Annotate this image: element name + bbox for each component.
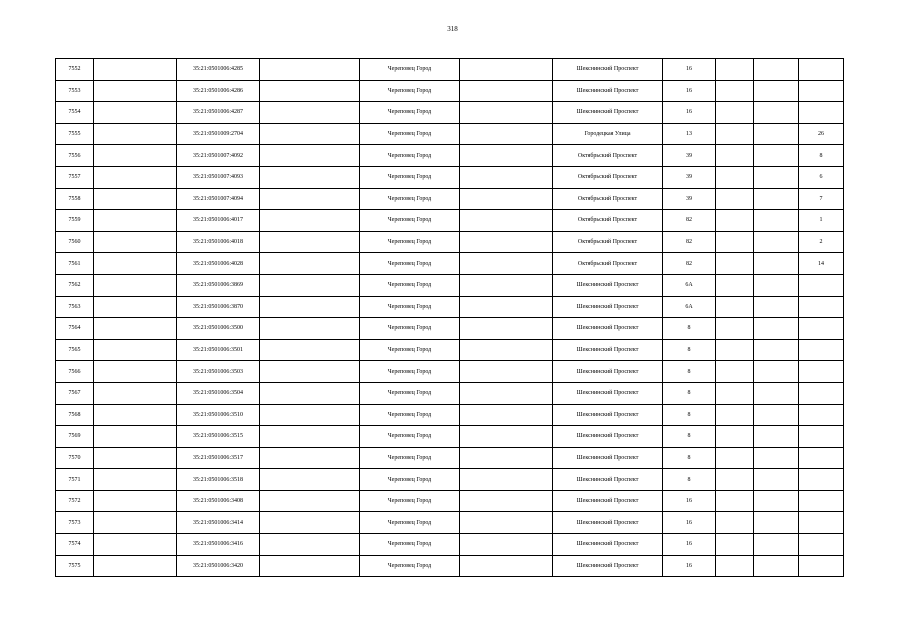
cell-empty — [94, 534, 177, 556]
cell-empty — [460, 296, 553, 318]
cell-cadastral-number: 35:21:0501006:3504 — [177, 382, 260, 404]
cell-cadastral-number: 35:21:0501006:3414 — [177, 512, 260, 534]
cell-empty — [754, 102, 799, 124]
cell-apartment — [799, 555, 844, 577]
cell-apartment — [799, 59, 844, 81]
cell-empty — [754, 382, 799, 404]
cell-empty — [716, 339, 754, 361]
cell-house: 39 — [663, 166, 716, 188]
cell-empty — [94, 404, 177, 426]
cell-empty — [460, 361, 553, 383]
cell-cadastral-number: 35:21:0501006:3408 — [177, 490, 260, 512]
cell-house: 16 — [663, 512, 716, 534]
cell-number: 7561 — [56, 253, 94, 275]
cell-city: Череповец Город — [360, 210, 460, 232]
cell-empty — [260, 166, 360, 188]
cell-empty — [754, 59, 799, 81]
cell-house: 13 — [663, 123, 716, 145]
cell-apartment — [799, 296, 844, 318]
cell-apartment — [799, 490, 844, 512]
cell-empty — [260, 512, 360, 534]
cell-empty — [460, 80, 553, 102]
cell-cadastral-number: 35:21:0501007:4093 — [177, 166, 260, 188]
cell-empty — [94, 102, 177, 124]
cell-empty — [94, 80, 177, 102]
cell-empty — [716, 188, 754, 210]
cell-house: 16 — [663, 59, 716, 81]
table-row — [56, 253, 844, 275]
table-row — [56, 555, 844, 577]
cell-empty — [260, 231, 360, 253]
cell-apartment — [799, 339, 844, 361]
cell-empty — [460, 59, 553, 81]
cell-house: 82 — [663, 210, 716, 232]
cell-street: Октябрьский Проспект — [553, 231, 663, 253]
cell-empty — [460, 426, 553, 448]
cell-empty — [94, 447, 177, 469]
cell-empty — [754, 274, 799, 296]
cell-house: 8 — [663, 382, 716, 404]
cell-cadastral-number: 35:21:0501006:3501 — [177, 339, 260, 361]
cell-apartment — [799, 274, 844, 296]
cell-empty — [94, 339, 177, 361]
cell-street: Шекснинский Проспект — [553, 426, 663, 448]
cell-empty — [94, 426, 177, 448]
cell-city: Череповец Город — [360, 469, 460, 491]
cell-street: Шекснинский Проспект — [553, 404, 663, 426]
cell-house: 6А — [663, 274, 716, 296]
cell-empty — [716, 361, 754, 383]
cell-number: 7569 — [56, 426, 94, 448]
cell-house: 16 — [663, 80, 716, 102]
cell-cadastral-number: 35:21:0501006:3500 — [177, 318, 260, 340]
cell-empty — [754, 296, 799, 318]
cell-house: 8 — [663, 426, 716, 448]
cell-empty — [716, 145, 754, 167]
cell-empty — [460, 274, 553, 296]
cell-number: 7565 — [56, 339, 94, 361]
cell-empty — [460, 318, 553, 340]
cell-apartment: 7 — [799, 188, 844, 210]
cell-cadastral-number: 35:21:0501006:3517 — [177, 447, 260, 469]
table-row — [56, 274, 844, 296]
cell-empty — [716, 382, 754, 404]
cell-empty — [716, 166, 754, 188]
cell-cadastral-number: 35:21:0501006:3518 — [177, 469, 260, 491]
cell-empty — [260, 253, 360, 275]
cell-empty — [754, 123, 799, 145]
cell-street: Октябрьский Проспект — [553, 210, 663, 232]
cell-empty — [460, 188, 553, 210]
cell-empty — [460, 145, 553, 167]
cell-empty — [754, 426, 799, 448]
cell-empty — [460, 555, 553, 577]
cell-empty — [716, 296, 754, 318]
cell-number: 7559 — [56, 210, 94, 232]
cell-empty — [754, 253, 799, 275]
cell-empty — [94, 145, 177, 167]
table-row — [56, 318, 844, 340]
cell-number: 7555 — [56, 123, 94, 145]
cell-street: Шекснинский Проспект — [553, 512, 663, 534]
cell-number: 7575 — [56, 555, 94, 577]
cell-empty — [260, 361, 360, 383]
cell-cadastral-number: 35:21:0501007:4094 — [177, 188, 260, 210]
cell-number: 7568 — [56, 404, 94, 426]
cell-cadastral-number: 35:21:0501006:4286 — [177, 80, 260, 102]
cell-apartment — [799, 534, 844, 556]
cell-house: 16 — [663, 555, 716, 577]
cell-empty — [260, 274, 360, 296]
cell-apartment — [799, 80, 844, 102]
cell-city: Череповец Город — [360, 382, 460, 404]
cell-empty — [460, 123, 553, 145]
table-row — [56, 231, 844, 253]
cell-empty — [716, 59, 754, 81]
table-row — [56, 210, 844, 232]
cell-empty — [260, 318, 360, 340]
registry-table — [55, 58, 844, 577]
cell-city: Череповец Город — [360, 253, 460, 275]
cell-number: 7552 — [56, 59, 94, 81]
cell-empty — [260, 555, 360, 577]
cell-number: 7563 — [56, 296, 94, 318]
cell-empty — [260, 339, 360, 361]
cell-number: 7564 — [56, 318, 94, 340]
cell-empty — [460, 404, 553, 426]
table-row — [56, 80, 844, 102]
cell-number: 7571 — [56, 469, 94, 491]
cell-empty — [94, 166, 177, 188]
cell-apartment: 6 — [799, 166, 844, 188]
cell-street: Октябрьский Проспект — [553, 166, 663, 188]
cell-street: Шекснинский Проспект — [553, 274, 663, 296]
cell-apartment: 14 — [799, 253, 844, 275]
cell-city: Череповец Город — [360, 296, 460, 318]
cell-empty — [460, 534, 553, 556]
cell-empty — [260, 188, 360, 210]
cell-street: Шекснинский Проспект — [553, 318, 663, 340]
cell-cadastral-number: 35:21:0501007:4092 — [177, 145, 260, 167]
table-row — [56, 102, 844, 124]
page-number: 318 — [447, 25, 458, 33]
cell-empty — [94, 296, 177, 318]
cell-empty — [754, 361, 799, 383]
cell-empty — [716, 447, 754, 469]
cell-empty — [260, 102, 360, 124]
cell-empty — [716, 274, 754, 296]
cell-city: Череповец Город — [360, 188, 460, 210]
cell-street: Октябрьский Проспект — [553, 253, 663, 275]
cell-cadastral-number: 35:21:0501006:4285 — [177, 59, 260, 81]
cell-city: Череповец Город — [360, 339, 460, 361]
table-row — [56, 339, 844, 361]
table-row — [56, 382, 844, 404]
cell-apartment: 26 — [799, 123, 844, 145]
cell-empty — [754, 145, 799, 167]
cell-city: Череповец Город — [360, 555, 460, 577]
cell-empty — [260, 447, 360, 469]
cell-empty — [754, 555, 799, 577]
cell-cadastral-number: 35:21:0501006:3869 — [177, 274, 260, 296]
cell-empty — [716, 469, 754, 491]
cell-apartment — [799, 102, 844, 124]
cell-street: Шекснинский Проспект — [553, 469, 663, 491]
cell-city: Череповец Город — [360, 426, 460, 448]
cell-house: 16 — [663, 102, 716, 124]
cell-city: Череповец Город — [360, 404, 460, 426]
cell-city: Череповец Город — [360, 274, 460, 296]
table-row — [56, 166, 844, 188]
cell-empty — [754, 512, 799, 534]
cell-empty — [260, 490, 360, 512]
cell-empty — [460, 231, 553, 253]
cell-empty — [716, 123, 754, 145]
cell-empty — [716, 512, 754, 534]
cell-empty — [94, 274, 177, 296]
cell-empty — [754, 166, 799, 188]
cell-number: 7558 — [56, 188, 94, 210]
cell-city: Череповец Город — [360, 447, 460, 469]
cell-empty — [94, 253, 177, 275]
table-row — [56, 512, 844, 534]
cell-cadastral-number: 35:21:0501006:3510 — [177, 404, 260, 426]
cell-apartment: 8 — [799, 145, 844, 167]
cell-apartment — [799, 447, 844, 469]
cell-number: 7557 — [56, 166, 94, 188]
table-row — [56, 469, 844, 491]
cell-empty — [94, 210, 177, 232]
cell-house: 6А — [663, 296, 716, 318]
cell-city: Череповец Город — [360, 231, 460, 253]
cell-empty — [94, 231, 177, 253]
cell-empty — [460, 166, 553, 188]
cell-city: Череповец Город — [360, 145, 460, 167]
cell-street: Шекснинский Проспект — [553, 555, 663, 577]
cell-empty — [716, 426, 754, 448]
cell-empty — [716, 490, 754, 512]
table-row — [56, 296, 844, 318]
cell-cadastral-number: 35:21:0501006:3420 — [177, 555, 260, 577]
cell-cadastral-number: 35:21:0501006:4287 — [177, 102, 260, 124]
cell-number: 7572 — [56, 490, 94, 512]
cell-house: 16 — [663, 534, 716, 556]
cell-empty — [94, 382, 177, 404]
cell-empty — [716, 253, 754, 275]
cell-apartment — [799, 512, 844, 534]
cell-house: 39 — [663, 145, 716, 167]
cell-house: 39 — [663, 188, 716, 210]
cell-city: Череповец Город — [360, 534, 460, 556]
cell-empty — [94, 469, 177, 491]
cell-number: 7556 — [56, 145, 94, 167]
cell-empty — [716, 318, 754, 340]
cell-street: Шекснинский Проспект — [553, 534, 663, 556]
cell-empty — [94, 512, 177, 534]
cell-house: 8 — [663, 404, 716, 426]
cell-empty — [460, 382, 553, 404]
cell-number: 7573 — [56, 512, 94, 534]
cell-number: 7567 — [56, 382, 94, 404]
table-row — [56, 59, 844, 81]
cell-empty — [260, 123, 360, 145]
cell-number: 7574 — [56, 534, 94, 556]
cell-empty — [754, 447, 799, 469]
cell-house: 8 — [663, 318, 716, 340]
cell-house: 82 — [663, 231, 716, 253]
cell-empty — [260, 469, 360, 491]
cell-cadastral-number: 35:21:0501006:3870 — [177, 296, 260, 318]
cell-empty — [460, 339, 553, 361]
table-row — [56, 534, 844, 556]
cell-empty — [716, 555, 754, 577]
cell-apartment — [799, 404, 844, 426]
cell-city: Череповец Город — [360, 166, 460, 188]
cell-city: Череповец Город — [360, 102, 460, 124]
cell-street: Шекснинский Проспект — [553, 59, 663, 81]
cell-empty — [716, 404, 754, 426]
cell-empty — [94, 59, 177, 81]
table-row — [56, 404, 844, 426]
cell-empty — [716, 210, 754, 232]
cell-empty — [460, 210, 553, 232]
cell-empty — [460, 490, 553, 512]
cell-empty — [754, 490, 799, 512]
cell-apartment: 1 — [799, 210, 844, 232]
cell-number: 7553 — [56, 80, 94, 102]
cell-empty — [754, 404, 799, 426]
cell-empty — [754, 534, 799, 556]
cell-empty — [460, 253, 553, 275]
cell-empty — [754, 210, 799, 232]
cell-empty — [460, 102, 553, 124]
cell-empty — [94, 490, 177, 512]
cell-street: Октябрьский Проспект — [553, 188, 663, 210]
cell-apartment — [799, 382, 844, 404]
cell-empty — [94, 361, 177, 383]
cell-empty — [260, 80, 360, 102]
cell-street: Шекснинский Проспект — [553, 339, 663, 361]
cell-empty — [260, 145, 360, 167]
table-row — [56, 490, 844, 512]
cell-empty — [754, 188, 799, 210]
cell-cadastral-number: 35:21:0501006:4028 — [177, 253, 260, 275]
cell-empty — [460, 512, 553, 534]
cell-street: Шекснинский Проспект — [553, 80, 663, 102]
cell-empty — [260, 210, 360, 232]
table-row — [56, 123, 844, 145]
cell-house: 8 — [663, 447, 716, 469]
cell-street: Городецкая Улица — [553, 123, 663, 145]
cell-cadastral-number: 35:21:0501006:4018 — [177, 231, 260, 253]
cell-apartment — [799, 426, 844, 448]
cell-apartment: 2 — [799, 231, 844, 253]
cell-cadastral-number: 35:21:0501009:2704 — [177, 123, 260, 145]
cell-street: Шекснинский Проспект — [553, 102, 663, 124]
table-row — [56, 361, 844, 383]
cell-empty — [260, 382, 360, 404]
table-row — [56, 145, 844, 167]
cell-empty — [716, 231, 754, 253]
cell-empty — [716, 80, 754, 102]
cell-empty — [460, 447, 553, 469]
cell-street: Шекснинский Проспект — [553, 447, 663, 469]
cell-house: 16 — [663, 490, 716, 512]
cell-apartment — [799, 318, 844, 340]
cell-cadastral-number: 35:21:0501006:3515 — [177, 426, 260, 448]
cell-empty — [260, 59, 360, 81]
cell-number: 7554 — [56, 102, 94, 124]
table-row — [56, 188, 844, 210]
cell-empty — [260, 404, 360, 426]
cell-empty — [260, 426, 360, 448]
cell-street: Шекснинский Проспект — [553, 382, 663, 404]
cell-cadastral-number: 35:21:0501006:3503 — [177, 361, 260, 383]
cell-empty — [754, 318, 799, 340]
cell-empty — [754, 469, 799, 491]
cell-apartment — [799, 361, 844, 383]
table-row — [56, 426, 844, 448]
cell-street: Октябрьский Проспект — [553, 145, 663, 167]
cell-empty — [94, 318, 177, 340]
cell-empty — [94, 123, 177, 145]
cell-empty — [754, 339, 799, 361]
table-row — [56, 447, 844, 469]
cell-number: 7562 — [56, 274, 94, 296]
cell-empty — [754, 231, 799, 253]
cell-cadastral-number: 35:21:0501006:3416 — [177, 534, 260, 556]
cell-empty — [716, 102, 754, 124]
cell-street: Шекснинский Проспект — [553, 296, 663, 318]
cell-street: Шекснинский Проспект — [553, 490, 663, 512]
cell-empty — [260, 296, 360, 318]
cell-city: Череповец Город — [360, 59, 460, 81]
cell-city: Череповец Город — [360, 361, 460, 383]
cell-house: 82 — [663, 253, 716, 275]
cell-empty — [94, 555, 177, 577]
cell-empty — [460, 469, 553, 491]
cell-city: Череповец Город — [360, 490, 460, 512]
cell-street: Шекснинский Проспект — [553, 361, 663, 383]
cell-city: Череповец Город — [360, 512, 460, 534]
cell-city: Череповец Город — [360, 123, 460, 145]
cell-city: Череповец Город — [360, 318, 460, 340]
cell-house: 8 — [663, 339, 716, 361]
cell-apartment — [799, 469, 844, 491]
cell-number: 7566 — [56, 361, 94, 383]
cell-cadastral-number: 35:21:0501006:4017 — [177, 210, 260, 232]
cell-house: 8 — [663, 469, 716, 491]
cell-house: 8 — [663, 361, 716, 383]
cell-city: Череповец Город — [360, 80, 460, 102]
cell-empty — [94, 188, 177, 210]
cell-empty — [716, 534, 754, 556]
cell-empty — [754, 80, 799, 102]
cell-number: 7560 — [56, 231, 94, 253]
cell-number: 7570 — [56, 447, 94, 469]
cell-empty — [260, 534, 360, 556]
